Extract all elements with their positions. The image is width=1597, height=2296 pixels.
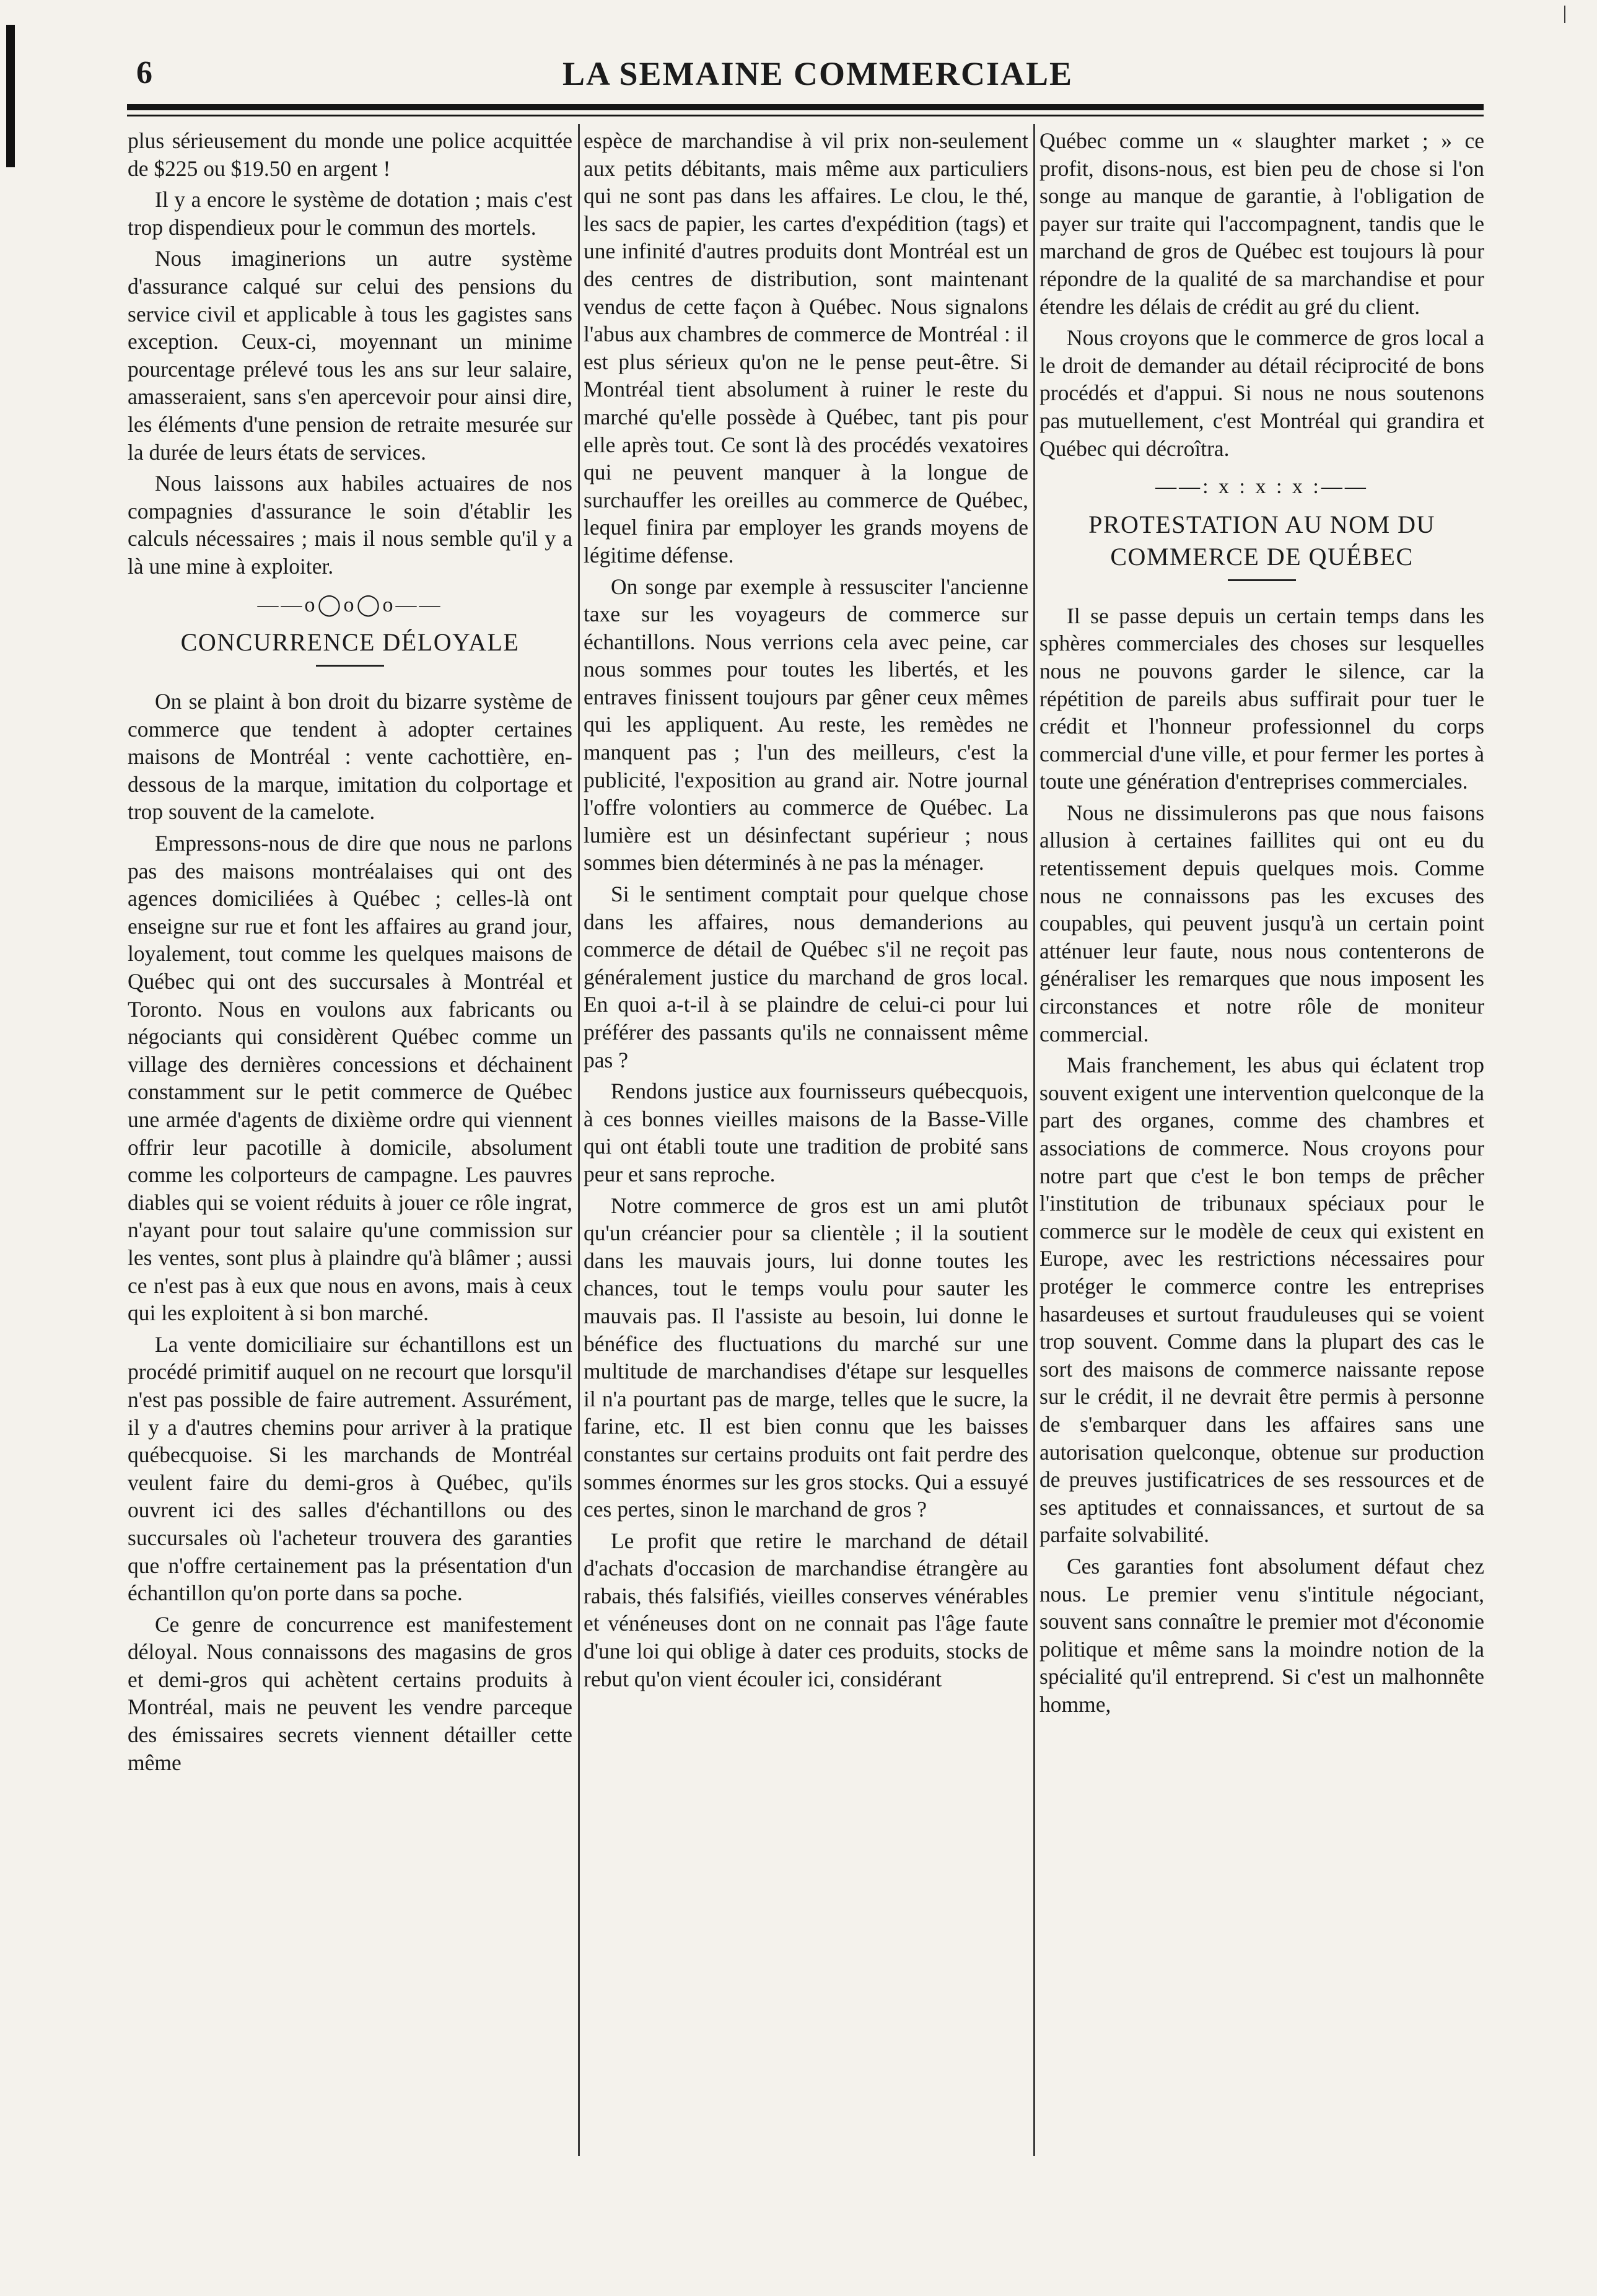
paragraph: Mais franchement, les abus qui éclatent trop souvent exigent une intervention quelconque de la part des organes, comme des chambres et associations de commerce. Nous croyons pour notre part que c'est le bon temps de prêcher l'institution de tribunaux spéciaux pour le commerce sur le modèle de ceux qui existent en Europe, avec les restrictions nécessaires pour protéger le commerce contre les entreprises hasardeuses et surtout frauduleuses qui se voient trop souvent. Comme dans la plupart des cas le sort des maisons de commerce naissante repose sur le crédit, il ne devrait être permis à personne de s'embarquer dans les affaires sans une autorisation quelconque, obtenue sur production de preuves justificatrices de ses ressources et de ses aptitudes et connaissances, et surtout de sa parfaite solvabilité. (1039, 1053, 1484, 1548)
paragraph: On se plaint à bon droit du bizarre système de commerce que tendent à adopter certaines maisons de Montréal : vente cachottière, en-dessous de la marque, imitation du colportage et trop souvent de la camelote. (128, 689, 572, 825)
masthead-rule-thin (127, 115, 1484, 116)
column-separator (578, 124, 580, 2156)
paragraph: Nous imaginerions un autre système d'assurance calqué sur celui des pensions du service civil et applicable à tous les gagistes sans exception. Ceux-ci, moyennant un minime pourcentage prélevé tous les ans sur leur salaire, amasseraient, sans s'en apercevoir pour ainsi dire, les éléments d'une pension de retraite mesurée sur la durée de leurs états de services. (128, 246, 572, 465)
heading-rule (1228, 579, 1296, 581)
section-ornament: ——: x : x : x :—— (1155, 475, 1368, 499)
paragraph: Le profit que retire le marchand de détail d'achats d'occasion de marchandise étrangère au rabais, thés falsifiés, vieilles conserves vénérables et vénéneuses dont on ne connait pas l'âge faute d'une loi qui oblige à dater ces produits, stocks de rebut qu'on vient écouler ici, considérant (584, 1528, 1028, 1691)
paragraph: Rendons justice aux fournisseurs québecquois, à ces bonnes vieilles maisons de la Basse-Ville qui ont établi toute une tradition de probité sans peur et sans reproche. (584, 1079, 1028, 1186)
paragraph: Québec comme un « slaughter market ; » ce profit, disons-nous, est bien peu de chose si l'on songe au manque de garantie, à l'obligation de payer sur traite qui l'accompagnent, tandis que le marchand de gros de Québec est toujours là pour répondre de la qualité de sa marchandise et pour étendre les délais de crédit au gré du client. (1039, 128, 1484, 319)
paragraph: Nous laissons aux habiles actuaires de nos compagnies d'assurance le soin d'établir les calculs nécessaires ; mais il nous semble qu'il y a là une mine à exploiter. (128, 471, 572, 579)
paragraph: On songe par exemple à ressusciter l'ancienne taxe sur les voyageurs de commerce sur échantillons. Nous verrions cela avec peine, car nous sommes pour toutes les libertés, et les entraves finissent toujours par gêner ceux mêmes qui les appliquent. Au reste, les remèdes ne manquent pas ; l'un des meilleurs, c'est la publicité, l'exposition au grand air. Notre journal l'offre volontiers au commerce de Québec. La lumière est un désinfectant supérieur ; nous sommes bien déterminés à ne pas la ménager. (584, 574, 1028, 875)
article-heading: PROTESTATION AU NOM DU COMMERCE DE QUÉBEC (1088, 510, 1435, 571)
scan-edge-mark (6, 25, 15, 167)
masthead (136, 55, 1499, 110)
paragraph: Notre commerce de gros est un ami plutôt qu'un créancier pour sa clientèle ; il la soutient dans les mauvais jours, lui donne toutes les chances, tout le temps voulu pour sauter les mauvais pas. Il l'assiste au besoin, lui donne le bénéfice des fluctuations du marché sur une multitude de marchandises d'étape sur lesquelles il n'a pourtant pas de marge, telles que le sucre, la farine, etc. Il est bien connu que les baisses constantes sur certains produits ont fait perdre des sommes énormes sur les gros stocks. Qui a essuyé ces pertes, sinon le marchand de gros ? (584, 1193, 1028, 1522)
paragraph: Ce genre de concurrence est manifestement déloyal. Nous connaissons des magasins de gros et demi-gros qui achètent certains produits à Montréal, mais ne peuvent les vendre parceque des émissaires secrets viennent détailler cette même (128, 1611, 572, 1775)
paragraph: Nous ne dissimulerons pas que nous faisons allusion à certaines faillites qui ont eu du retentissement depuis quelques mois. Comme nous ne connaissons pas les excuses des coupables, qui peuvent jusqu'à un certain point atténuer leur faute, nous nous contenterons de généraliser les remarques que nous imposent les circonstances et notre rôle de moniteur commercial. (1039, 800, 1484, 1046)
page-number: 6 (136, 55, 154, 90)
paragraph: Ces garanties font absolument défaut chez nous. Le premier venu s'intitule négociant, souvent sans connaître le premier mot d'économie politique et même sans la moindre notion de la spécialité qu'il entreprend. Si c'est un malhonnête homme, (1039, 1553, 1484, 1717)
text-column-3 (1039, 127, 1484, 2165)
paragraph: La vente domiciliaire sur échantillons est un procédé primitif auquel on ne recourt que lorsqu'il n'est pas possible de faire autrement. Assurément, il y a d'autres chemins pour arriver à la pratique québecquoise. Si les marchands de Montréal veulent faire du demi-gros à Québec, qu'ils ouvrent ici des salles d'échantillons ou des succursales où l'acheteur trouvera des garanties que n'offre certainement pas la présentation d'un échantillon qu'on porte dans sa poche. (128, 1331, 572, 1606)
text-column-2 (584, 127, 1028, 2165)
article-heading: CONCURRENCE DÉLOYALE (180, 628, 520, 657)
paragraph: plus sérieusement du monde une police acquittée de $225 ou $19.50 en argent ! (128, 128, 572, 181)
paragraph: espèce de marchandise à vil prix non-seulement aux petits débitants, mais même aux particuliers qui ne sont pas dans les affaires. Le clou, le thé, les sacs de papier, les cartes d'expédition (tags) et une infinité d'autres produits dont Montréal est un des centres de distribution, sont maintenant vendus de cette façon à Québec. Nous signalons l'abus aux chambres de commerce de Montréal : il est plus sérieux qu'on ne le pense peut-être. Si Montréal tient absolument à ruiner le reste du marché qu'elle possède à Québec, tant pis pour elle après tout. Ce sont là des procédés vexatoires qui ne peuvent manquer à la longue de surchauffer les oreilles au commerce de Québec, lequel finira par employer les grands moyens de légitime défense. (584, 128, 1028, 567)
masthead-rule (127, 104, 1484, 110)
heading-rule (316, 665, 384, 667)
text-column-1 (128, 127, 572, 2165)
section-ornament: ——o◯o◯o—— (257, 593, 443, 616)
scan-speck: ǀ (1562, 1, 1568, 28)
paragraph: Il se passe depuis un certain temps dans les sphères commerciales des choses sur lesquelles nous ne pouvons garder le silence, car la répétition de pareils abus suffirait pour tuer le crédit et l'honneur professionnel du corps commercial d'une ville, et pour fermer les portes à toute une génération d'entreprises commerciales. (1039, 603, 1484, 794)
newspaper-title: LA SEMAINE COMMERCIALE (562, 55, 1074, 92)
paragraph: Il y a encore le système de dotation ; mais c'est trop dispendieux pour le commun des mortels. (128, 187, 572, 240)
paragraph: Nous croyons que le commerce de gros local a le droit de demander au détail réciprocité de bons procédés et d'appui. Si nous ne nous soutenons pas mutuellement, c'est Montréal qui grandira et Québec qui décroîtra. (1039, 325, 1484, 461)
column-separator (1033, 124, 1035, 2156)
paragraph: Empressons-nous de dire que nous ne parlons pas des maisons montréalaises qui ont des agences domiciliées à Québec ; celles-là ont enseigne sur rue et font les affaires au grand jour, loyalement, tout comme les quelques maisons de Québec qui ont des succursales à Montréal et Toronto. Nous en voulons aux fabricants ou négociants qui considèrent Québec comme un village des dernières concessions et déchainent constamment sur le petit commerce de Québec une armée d'agents de dixième ordre qui viennent offrir leur pacotille à domicile, absolument comme les colporteurs de campagne. Les pauvres diables qui se voient réduits à jouer ce rôle ingrat, n'ayant pour tout salaire qu'une commission sur les ventes, sont plus à plaindre qu'à blâmer ; aussi ce n'est pas à eux que nous en avons, mais à ceux qui les exploitent à si bon marché. (128, 831, 572, 1326)
paragraph: Si le sentiment comptait pour quelque chose dans les affaires, nous demanderions au commerce de détail de Québec s'il ne reçoit pas généralement justice du marchand de gros local. En quoi a-t-il à se plaindre de celui-ci pour lui préférer des passants qu'ils ne connaissent même pas ? (584, 882, 1028, 1072)
